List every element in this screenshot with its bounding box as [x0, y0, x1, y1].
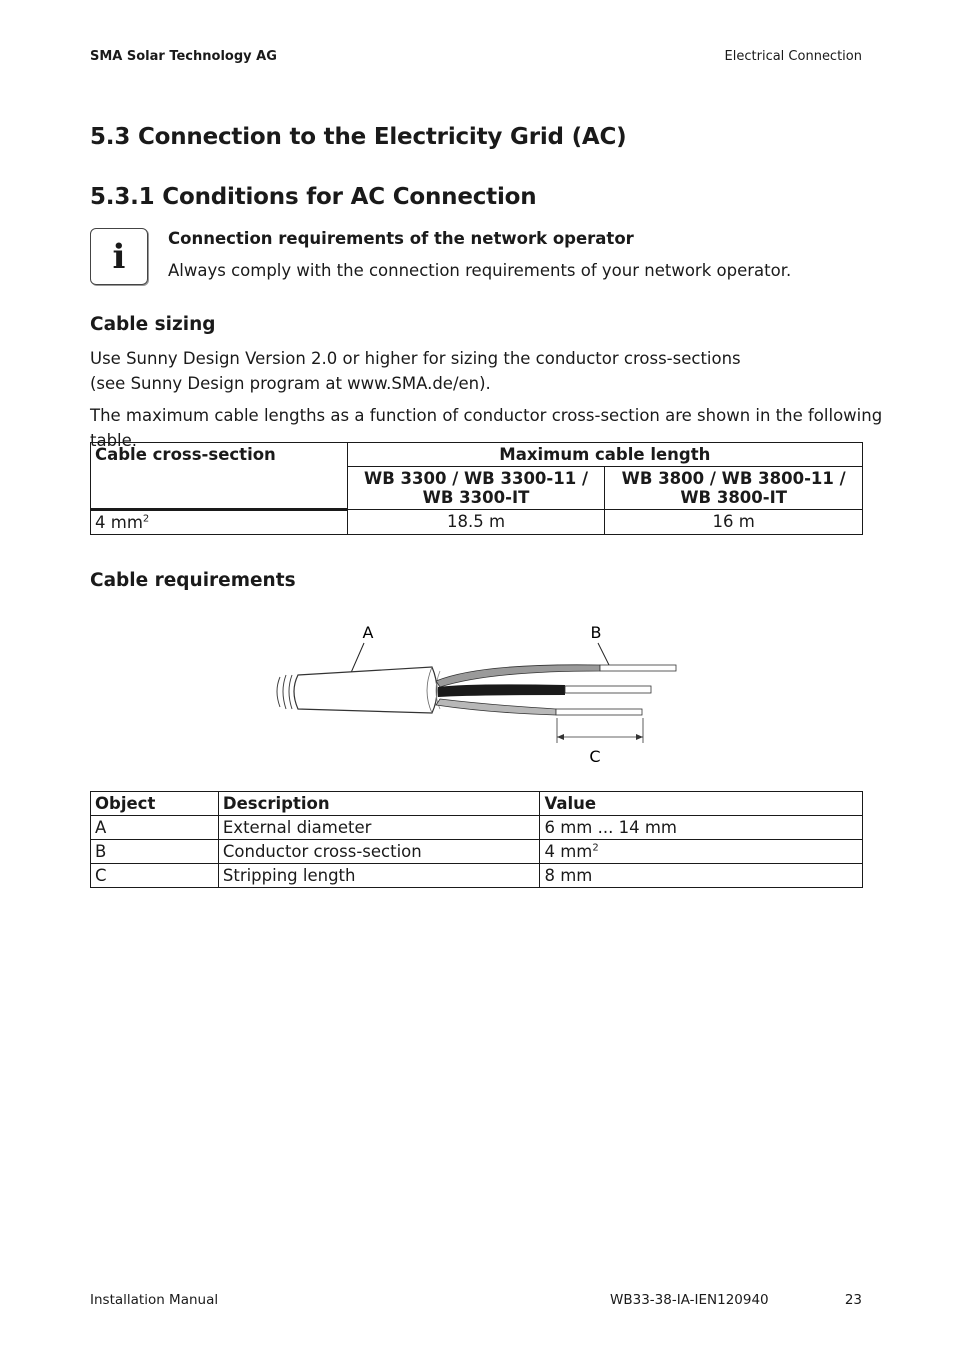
cell-cross-section: 4 $mm^2$	[91, 510, 348, 535]
header-chapter: Electrical Connection	[724, 49, 862, 64]
col-header-wb3800: WB 3800 / WB 3800-11 / WB 3800-IT	[605, 467, 863, 510]
cable-diagram	[260, 615, 700, 775]
table-header-row	[91, 792, 863, 816]
subsection-title: 5.3.1 Conditions for AC Connection	[90, 184, 537, 210]
cable-sizing-paragraph	[90, 346, 870, 396]
cable-length-table	[90, 442, 863, 535]
col-header-value: Value	[540, 792, 863, 816]
conductor-upper	[436, 665, 676, 687]
cell-value: 8 mm	[540, 864, 863, 888]
header-company: SMA Solar Technology AG	[90, 49, 277, 64]
cable-requirements-heading: Cable requirements	[90, 570, 296, 591]
footer-page-number: 23	[844, 1292, 862, 1308]
conductor-lower	[436, 699, 642, 715]
info-icon: i	[90, 228, 148, 285]
cell-value: 4 $mm^2$	[540, 840, 863, 864]
cell-description: Stripping length	[218, 864, 540, 888]
cable-sizing-line-2: (see Sunny Design program at www.SMA.de/en).	[90, 374, 491, 393]
cable-sizing-heading: Cable sizing	[90, 314, 216, 335]
cell-length-wb3300: 18.5 m	[347, 510, 605, 535]
cell-value: 6 mm ... 14 mm	[540, 816, 863, 840]
cell-object: B	[91, 840, 219, 864]
cell-object: C	[91, 864, 219, 888]
cable-length-intro: The maximum cable lengths as a function of conductor cross-section are shown in the following table.	[90, 406, 883, 450]
section-title: 5.3 Connection to the Electricity Grid (AC)	[90, 124, 627, 150]
leader-b	[598, 643, 610, 667]
cell-length-wb3800: 16 m	[605, 510, 863, 535]
note-text: Always comply with the connection requirements of your network operator.	[168, 261, 792, 280]
table-header-row	[91, 443, 863, 467]
cable-object-table	[90, 791, 863, 888]
table-row	[91, 510, 863, 535]
table-row	[91, 840, 863, 864]
label-b: B	[590, 623, 602, 642]
table-row	[91, 816, 863, 840]
stripping-length-dimension	[557, 718, 643, 743]
cable-sizing-line-1: Use Sunny Design Version 2.0 or higher for sizing the conductor cross-sections	[90, 349, 741, 368]
conductor-middle	[438, 684, 651, 697]
table-row	[91, 864, 863, 888]
label-a: A	[362, 623, 374, 642]
cable-jacket	[277, 667, 440, 713]
cell-description: Conductor cross-section	[218, 840, 540, 864]
label-c: C	[589, 747, 601, 766]
cell-object: A	[91, 816, 219, 840]
col-header-object: Object	[91, 792, 219, 816]
col-header-wb3300: WB 3300 / WB 3300-11 / WB 3300-IT	[347, 467, 605, 510]
cell-description: External diameter	[218, 816, 540, 840]
note-title: Connection requirements of the network operator	[168, 229, 634, 248]
col-header-max-length: Maximum cable length	[347, 443, 862, 467]
leader-a	[350, 643, 364, 675]
footer-doc-type: Installation Manual	[90, 1292, 219, 1308]
col-header-cross-section: Cable cross-section	[91, 443, 348, 510]
footer-doc-code: WB33-38-IA-IEN120940	[610, 1292, 769, 1308]
col-header-description: Description	[218, 792, 540, 816]
